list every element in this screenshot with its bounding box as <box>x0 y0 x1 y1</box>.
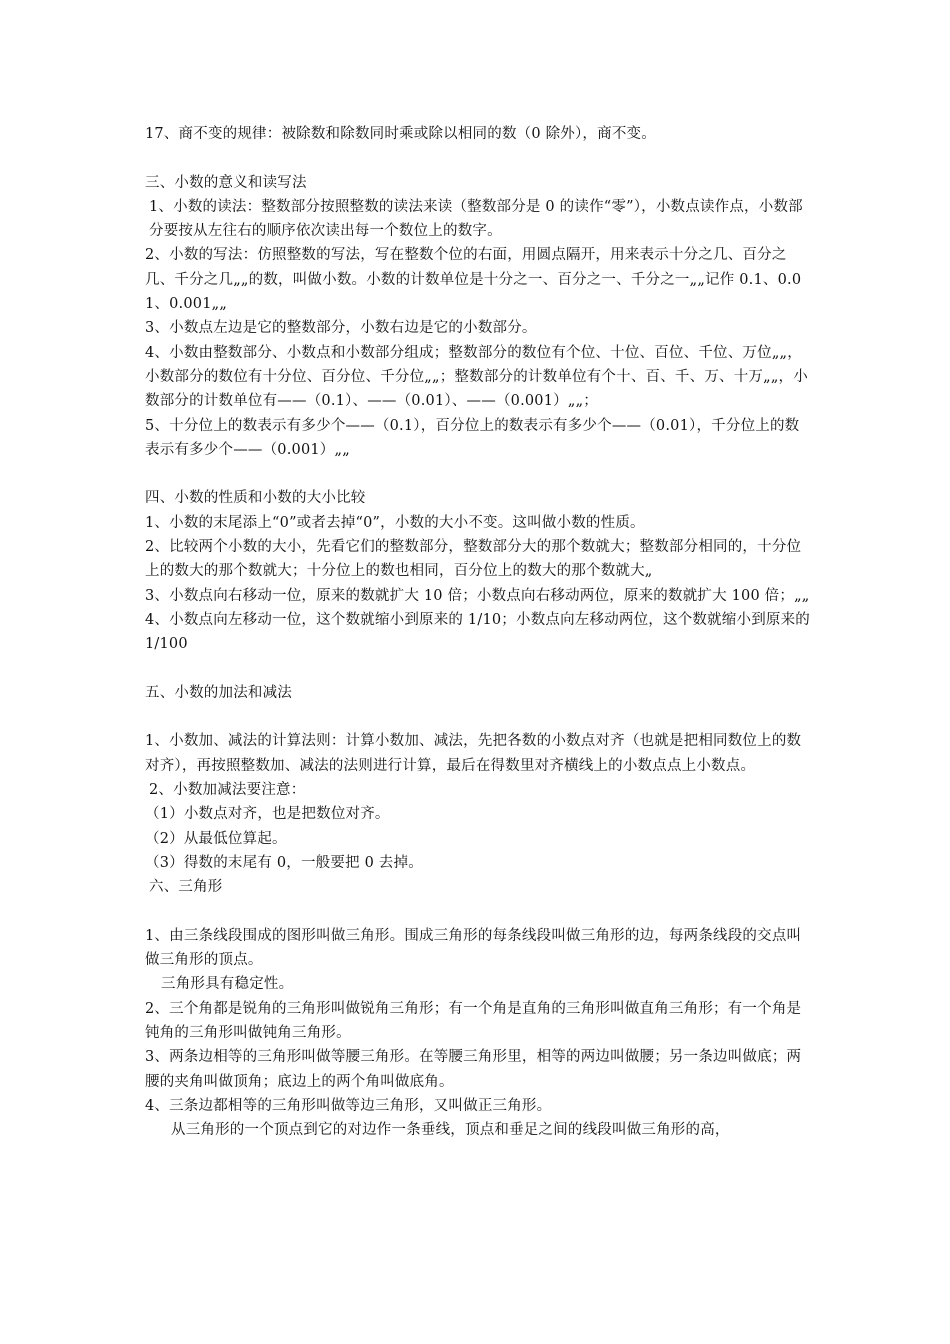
paragraph: 17、商不变的规律：被除数和除数同时乘或除以相同的数（0 除外），商不变。 <box>145 126 656 142</box>
section-heading: 三、小数的意义和读写法 <box>145 174 307 191</box>
paragraph-spacer <box>145 462 810 486</box>
paragraph: 2、比较两个小数的大小，先看它们的整数部分，整数部分大的那个数就大；整数部分相同的，十分位上的数大的那个数就大；十分位上的数也相同，百分位上的数大的那个数就大„ <box>145 539 802 580</box>
paragraph: 2、小数加减法要注意： <box>149 782 306 799</box>
paragraph: （3）得数的末尾有 0，一般要把 0 去掉。 <box>145 854 423 871</box>
section-heading: 六、三角形 <box>149 879 223 896</box>
paragraph: 4、小数由整数部分、小数点和小数部分组成；整数部分的数位有个位、十位、百位、千位、万位„„，小数部分的数位有十分位、百分位、千分位„„；整数部分的计数单位有个十、百、千、万、十万„„，小数部分的计数单位有——（0.1）、——（0.01）、——（0.001）„„； <box>145 344 808 410</box>
paragraph-spacer <box>145 900 810 924</box>
paragraph: （2）从最低位算起。 <box>145 830 287 847</box>
paragraph: 4、小数点向左移动一位，这个数就缩小到原来的 1/10；小数点向左移动两位，这个数就缩小到原来的 1/100 <box>145 611 810 653</box>
section-heading: 四、小数的性质和小数的大小比较 <box>145 490 366 507</box>
paragraph: 3、小数点左边是它的整数部分，小数右边是它的小数部分。 <box>145 320 537 337</box>
paragraph: 2、小数的写法：仿照整数的写法，写在整数个位的右面，用圆点隔开，用来表示十分之几、百分之几、千分之几„„的数，叫做小数。小数的计数单位是十分之一、百分之一、千分之一„„记作 0.1、0.01、0.001„„ <box>145 247 802 313</box>
paragraph: 3、两条边相等的三角形叫做等腰三角形。在等腰三角形里，相等的两边叫做腰；另一条边叫做底；两腰的夹角叫做顶角；底边上的两个角叫做底角。 <box>145 1049 802 1090</box>
paragraph: 1、小数的末尾添上“0”或者去掉“0”，小数的大小不变。这叫做小数的性质。 <box>145 514 645 531</box>
section-heading: 五、小数的加法和减法 <box>145 684 292 701</box>
paragraph-spacer <box>145 705 810 729</box>
paragraph: 三角形具有稳定性。 <box>161 976 294 993</box>
paragraph: 4、三条边都相等的三角形叫做等边三角形，又叫做正三角形。 <box>145 1097 552 1114</box>
paragraph: 3、小数点向右移动一位，原来的数就扩大 10 倍；小数点向右移动两位，原来的数就扩大 100 倍；„„ <box>145 587 810 604</box>
paragraph: 5、十分位上的数表示有多少个——（0.1），百分位上的数表示有多少个——（0.01），千分位上的数表示有多少个——（0.001）„„ <box>145 417 800 458</box>
paragraph: 1、小数加、减法的计算法则：计算小数加、减法，先把各数的小数点对齐（也就是把相同数位上的数对齐），再按照整数加、减法的法则进行计算，最后在得数里对齐横线上的小数点点上小数点。 <box>145 733 802 774</box>
paragraph-spacer <box>145 146 810 170</box>
paragraph-spacer <box>145 657 810 681</box>
paragraph: （1）小数点对齐，也是把数位对齐。 <box>145 806 390 823</box>
document-body <box>145 122 810 1142</box>
paragraph: 2、三个角都是锐角的三角形叫做锐角三角形；有一个角是直角的三角形叫做直角三角形；有一个角是钝角的三角形叫做钝角三角形。 <box>145 1000 802 1041</box>
paragraph: 从三角形的一个顶点到它的对边作一条垂线，顶点和垂足之间的线段叫做三角形的高， <box>171 1122 730 1139</box>
paragraph: 1、由三条线段围成的图形叫做三角形。围成三角形的每条线段叫做三角形的边，每两条线段的交点叫做三角形的顶点。 <box>145 927 802 969</box>
paragraph: 1、小数的读法：整数部分按照整数的读法来读（整数部分是 0 的读作“零”），小数点读作点，小数部分要按从左往右的顺序依次读出每一个数位上的数字。 <box>149 198 803 240</box>
